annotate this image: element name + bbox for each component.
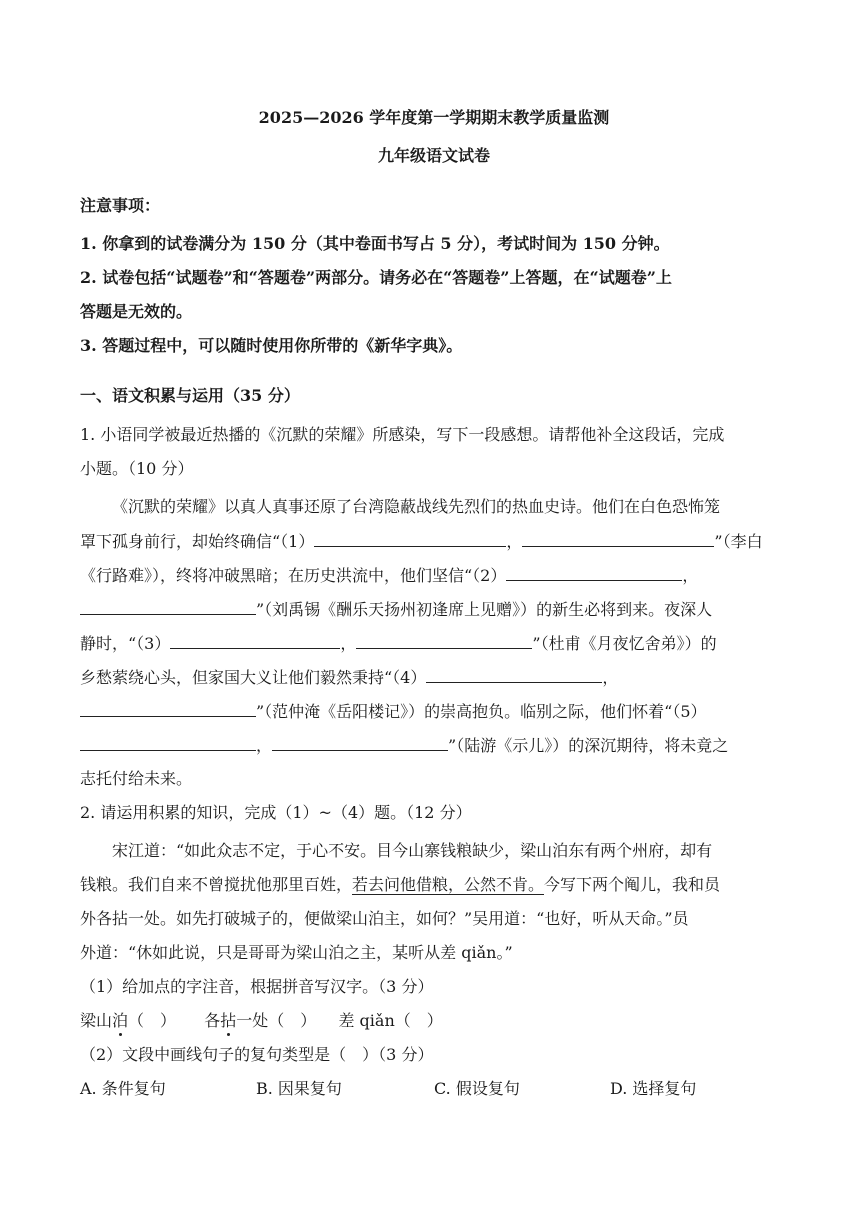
dotted-char-2: 拈 (220, 1011, 237, 1030)
answer-blank-4a[interactable] (426, 667, 602, 683)
exam-title: 2025—2026 学年度第一学期期末教学质量监测 (258, 108, 610, 127)
option-a[interactable]: A. 条件复句 (80, 1079, 166, 1098)
q1-passage-line-7: ”（范仲淹《岳阳楼记》）的崇高抱负。临别之际，他们怀着“（5） (80, 701, 707, 722)
answer-blank-5b[interactable] (272, 735, 448, 751)
option-d[interactable]: D. 选择复句 (610, 1079, 697, 1098)
answer-blank-1b[interactable] (522, 531, 714, 547)
q1-passage-line-6: 乡愁萦绕心头，但家国大义让他们毅然秉持“（4） ， (80, 668, 619, 687)
answer-blank-5a[interactable] (80, 735, 256, 751)
q2-passage-line-1: 宋江道：“如此众志不定，于心不安。目今山寨钱粮缺少，梁山泊东有两个州府，却有 (112, 841, 713, 860)
notes-heading: 注意事项： (80, 196, 161, 215)
q2-passage-line-2: 钱粮。我们自来不曾搅扰他那里百姓，若去问他借粮，公然不肯。今写下两个阄儿，我和员 (80, 875, 721, 894)
exam-subtitle: 九年级语文试卷 (377, 146, 490, 165)
section-heading: 一、语文积累与运用（35 分） (80, 386, 300, 405)
answer-blank-2b[interactable] (80, 599, 256, 615)
q2-sub-question-2: （2）文段中画线句子的复句类型是（ ）（3 分） (80, 1045, 434, 1064)
note-item-2-line-2: 答题是无效的。 (80, 302, 193, 321)
note-item-1: 1. 你拿到的试卷满分为 150 分（其中卷面书写占 5 分），考试时间为 150 分钟。 (80, 234, 670, 253)
q1-passage-line-3: 《行路难》），终将冲破黑暗；在历史洪流中，他们坚信“（2） ， (80, 566, 699, 585)
q1-prompt-line-2: 小题。（10 分） (80, 459, 194, 478)
note-item-2-line-1: 2. 试卷包括“试题卷”和“答题卷”两部分。请务必在“答题卷”上答题，在“试题卷”上 (80, 268, 672, 287)
answer-blank-3b[interactable] (356, 633, 532, 649)
q2-passage-line-3: 外各拈一处。如先打破城子的，便做梁山泊主，如何？”吴用道：“也好，听从天命。”员 (80, 909, 689, 928)
q1-passage-line-9: 志托付给未来。 (80, 769, 193, 788)
q1-passage-line-5: 静时，“（3） ， ”（杜甫《月夜忆舍弟》）的 (80, 634, 717, 653)
q2-sub-question-1: （1）给加点的字注音，根据拼音写汉字。（3 分） (80, 977, 434, 996)
option-b[interactable]: B. 因果复句 (256, 1079, 342, 1098)
q1-passage-line-1: 《沉默的荣耀》以真人真事还原了台湾隐蔽战线先烈们的热血史诗。他们在白色恐怖笼 (112, 497, 721, 516)
option-c[interactable]: C. 假设复句 (434, 1079, 520, 1098)
q2-passage-line-4: 外道：“休如此说，只是哥哥为梁山泊之主，某听从差 qiǎn。” (80, 943, 513, 962)
q2-prompt: 2. 请运用积累的知识，完成（1）~（4）题。（12 分） (80, 803, 472, 822)
q1-passage-line-4: ”（刘禹锡《酬乐天扬州初逢席上见赠》）的新生必将到来。夜深人 (80, 599, 712, 620)
q1-passage-line-2: 罩下孤身前行，却始终确信“（1） ， ”（李白 (80, 532, 763, 551)
dotted-char-1: 泊 (112, 1011, 129, 1030)
answer-blank-1a[interactable] (314, 531, 506, 547)
q1-prompt-line-1: 1. 小语同学被最近热播的《沉默的荣耀》所感染，写下一段感想。请帮他补全这段话，完成 (80, 425, 725, 444)
note-item-3: 3. 答题过程中，可以随时使用你所带的《新华字典》。 (80, 336, 463, 355)
answer-blank-4b[interactable] (80, 701, 256, 717)
q1-passage-line-8: ， ”（陆游《示儿》）的深沉期待，将未竟之 (80, 735, 728, 756)
answer-blank-3a[interactable] (170, 633, 340, 649)
pinyin-row: 梁山泊（ ） 各拈一处（ ） 差 qiǎn（ ） (80, 1011, 443, 1030)
answer-blank-2a[interactable] (506, 565, 682, 581)
underlined-sentence: 若去问他借粮，公然不肯。 (352, 875, 545, 894)
